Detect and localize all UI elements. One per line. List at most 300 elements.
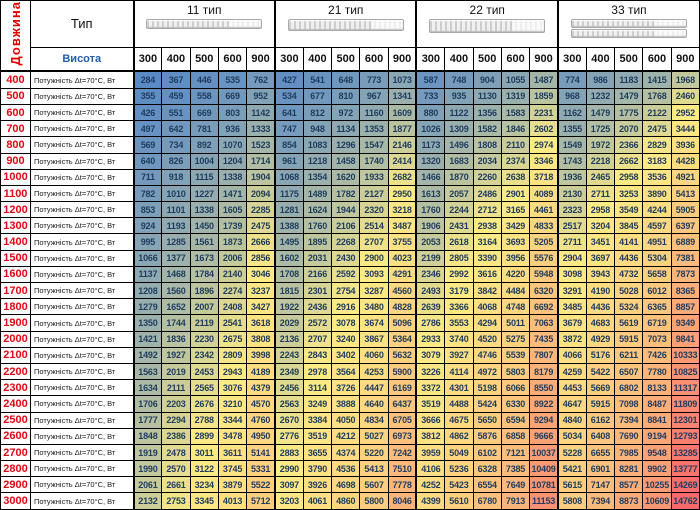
power-cell: 2805	[445, 250, 473, 266]
table-row	[1, 380, 700, 396]
power-cell: 1906	[416, 218, 444, 234]
power-cell: 4291	[388, 266, 416, 282]
length-value: 2600	[1, 428, 31, 444]
power-cell: 2978	[303, 363, 331, 379]
group-label: 21 тип	[328, 3, 364, 17]
table-row	[1, 477, 700, 493]
power-cell: 5228	[558, 444, 586, 460]
power-cell: 2119	[190, 315, 218, 331]
power-cell: 3203	[275, 493, 303, 510]
power-cell: 9349	[671, 315, 699, 331]
power-cell: 2094	[247, 185, 275, 201]
power-cell: 5423	[445, 477, 473, 493]
power-cell: 3536	[643, 169, 671, 185]
power-cell: 1895	[303, 234, 331, 250]
power-cell: 11317	[671, 380, 699, 396]
power-cell: 3872	[558, 331, 586, 347]
power-cell: 4828	[388, 299, 416, 315]
power-cell: 2563	[275, 396, 303, 412]
power-cell: 2436	[303, 299, 331, 315]
power-cell: 2958	[615, 169, 643, 185]
group-header-type-33	[558, 1, 700, 48]
power-cell: 3237	[247, 283, 275, 299]
power-cell: 3218	[388, 202, 416, 218]
power-cell: 1173	[416, 137, 444, 153]
power-cell: 1739	[218, 218, 246, 234]
power-cell: 3478	[218, 428, 246, 444]
length-value: 900	[1, 153, 31, 169]
power-row-label: Потужність Δt=70°C, Вт	[31, 104, 134, 120]
power-cell: 4068	[473, 299, 501, 315]
table-row	[1, 347, 700, 363]
height-column-header: 600	[501, 47, 529, 71]
power-cell: 2570	[162, 461, 190, 477]
power-cell: 3346	[530, 153, 558, 169]
power-cell: 2034	[473, 153, 501, 169]
power-cell: 2244	[445, 202, 473, 218]
power-cell: 4951	[643, 234, 671, 250]
power-cell: 3679	[558, 315, 586, 331]
power-cell: 2493	[416, 283, 444, 299]
power-row-label: Потужність Δt=70°C, Вт	[31, 380, 134, 396]
power-cell: 2592	[332, 266, 360, 282]
power-cell: 1479	[586, 104, 614, 120]
power-cell: 5331	[247, 461, 275, 477]
power-cell: 1338	[218, 169, 246, 185]
power-cell: 9841	[671, 331, 699, 347]
power-cell: 3519	[416, 396, 444, 412]
power-cell: 2349	[275, 363, 303, 379]
power-cell: 3519	[303, 428, 331, 444]
power-cell: 1602	[275, 250, 303, 266]
power-cell: 1479	[615, 88, 643, 104]
power-cell: 995	[134, 234, 162, 250]
power-cell: 10037	[530, 444, 558, 460]
power-cell: 3618	[247, 315, 275, 331]
power-cell: 4374	[332, 444, 360, 460]
power-cell: 1968	[671, 71, 699, 88]
table-row	[1, 444, 700, 460]
power-cell: 2231	[530, 104, 558, 120]
power-cell: 1279	[134, 299, 162, 315]
power-cell: 1609	[388, 104, 416, 120]
power-cell: 4252	[416, 477, 444, 493]
power-cell: 1471	[218, 185, 246, 201]
power-cell: 2786	[416, 315, 444, 331]
power-row-label: Потужність Δt=70°C, Вт	[31, 202, 134, 218]
power-cell: 2992	[445, 266, 473, 282]
power-cell: 1010	[162, 185, 190, 201]
power-cell: 12301	[671, 412, 699, 428]
power-cell: 1115	[190, 169, 218, 185]
power-cell: 3564	[332, 363, 360, 379]
power-cell: 2053	[416, 234, 444, 250]
power-cell: 747	[275, 121, 303, 137]
power-cell: 9666	[530, 428, 558, 444]
group-label: 11 тип	[186, 3, 222, 17]
power-cell: 2753	[162, 493, 190, 510]
power-cell: 1846	[501, 121, 529, 137]
power-cell: 1583	[501, 104, 529, 120]
power-cell: 427	[275, 71, 303, 88]
power-cell: 4259	[558, 363, 586, 379]
power-cell: 7913	[501, 493, 529, 510]
power-cell: 677	[303, 88, 331, 104]
power-row-label: Потужність Δt=70°C, Вт	[31, 396, 134, 412]
power-cell: 1134	[332, 121, 360, 137]
power-cell: 13285	[671, 444, 699, 460]
power-cell: 3204	[586, 218, 614, 234]
power-cell: 5141	[247, 444, 275, 460]
power-cell: 1353	[360, 121, 388, 137]
power-cell: 812	[303, 104, 331, 120]
power-cell: 1624	[303, 202, 331, 218]
power-cell: 5198	[473, 380, 501, 396]
power-cell: 2938	[473, 218, 501, 234]
power-cell: 5632	[388, 347, 416, 363]
power-cell: 3291	[558, 283, 586, 299]
power-cell: 4862	[445, 428, 473, 444]
power-cell: 3451	[586, 234, 614, 250]
power-cell: 4520	[473, 331, 501, 347]
power-cell: 6780	[473, 493, 501, 510]
power-cell: 1760	[303, 218, 331, 234]
power-cell: 711	[134, 169, 162, 185]
power-cell: 4488	[445, 396, 473, 412]
height-column-header: 600	[218, 47, 246, 71]
table-row	[1, 461, 700, 477]
power-cell: 3240	[332, 331, 360, 347]
power-cell: 1808	[473, 137, 501, 153]
power-cell: 7242	[388, 444, 416, 460]
power-cell: 774	[558, 71, 586, 88]
power-cell: 3956	[501, 250, 529, 266]
power-cell: 3097	[275, 477, 303, 493]
power-row-label: Потужність Δt=70°C, Вт	[31, 331, 134, 347]
power-cell: 3845	[615, 218, 643, 234]
power-cell: 4301	[445, 380, 473, 396]
power-cell: 4698	[332, 477, 360, 493]
power-cell: 1815	[275, 283, 303, 299]
power-cell: 1350	[134, 315, 162, 331]
power-cell: 2110	[501, 137, 529, 153]
length-axis-cell	[1, 1, 31, 72]
power-cell: 3179	[445, 283, 473, 299]
power-cell: 1777	[134, 412, 162, 428]
power-cell: 8365	[671, 283, 699, 299]
power-cell: 5915	[586, 396, 614, 412]
power-cell: 4089	[530, 185, 558, 201]
power-cell: 2057	[445, 185, 473, 201]
power-cell: 6066	[501, 380, 529, 396]
power-cell: 4748	[501, 299, 529, 315]
length-value: 1600	[1, 266, 31, 282]
power-cell: 5413	[671, 185, 699, 201]
power-cell: 4060	[360, 347, 388, 363]
power-cell: 935	[445, 88, 473, 104]
power-cell: 4436	[586, 299, 614, 315]
power-cell: 569	[134, 137, 162, 153]
power-cell: 3487	[388, 218, 416, 234]
power-cell: 5650	[473, 412, 501, 428]
power-cell: 2565	[190, 380, 218, 396]
power-cell: 1547	[360, 137, 388, 153]
power-cell: 12793	[671, 428, 699, 444]
power-cell: 2230	[190, 331, 218, 347]
power-cell: 7780	[643, 363, 671, 379]
power-row-label: Потужність Δt=70°C, Вт	[31, 363, 134, 379]
power-cell: 1634	[134, 380, 162, 396]
power-cell: 2899	[190, 428, 218, 444]
power-row-label: Потужність Δt=70°C, Вт	[31, 153, 134, 169]
power-row-label: Потужність Δt=70°C, Вт	[31, 493, 134, 510]
power-cell: 4834	[360, 412, 388, 428]
power-cell: 284	[134, 71, 162, 88]
power-cell: 2712	[473, 202, 501, 218]
power-cell: 1421	[134, 331, 162, 347]
power-cell: 6719	[643, 315, 671, 331]
power-cell: 3959	[416, 444, 444, 460]
power-cell: 5324	[615, 299, 643, 315]
power-cell: 3122	[190, 461, 218, 477]
power-cell: 5669	[586, 380, 614, 396]
power-cell: 2127	[360, 185, 388, 201]
power-cell: 1620	[332, 169, 360, 185]
power-cell: 7649	[501, 477, 529, 493]
power-cell: 5539	[501, 347, 529, 363]
power-cell: 2386	[162, 428, 190, 444]
power-cell: 6408	[586, 428, 614, 444]
length-value: 2700	[1, 444, 31, 460]
length-value: 1200	[1, 202, 31, 218]
power-cell: 1004	[190, 153, 218, 169]
power-cell: 3076	[218, 380, 246, 396]
power-cell: 1605	[218, 202, 246, 218]
power-cell: 2430	[332, 250, 360, 266]
table-row	[1, 104, 700, 120]
power-cell: 7394	[586, 493, 614, 510]
power-cell: 3888	[332, 396, 360, 412]
table-row	[1, 71, 700, 88]
power-cell: 1922	[275, 299, 303, 315]
power-cell: 2638	[501, 169, 529, 185]
power-cell: 4399	[416, 493, 444, 510]
power-cell: 7807	[530, 347, 558, 363]
table-row	[1, 299, 700, 315]
power-cell: 1990	[134, 461, 162, 477]
power-cell: 1356	[473, 104, 501, 120]
power-cell: 972	[332, 104, 360, 120]
power-cell: 4436	[615, 250, 643, 266]
power-cell: 1760	[416, 202, 444, 218]
power-cell: 2776	[275, 428, 303, 444]
power-cell: 1183	[615, 71, 643, 88]
power-cell: 2707	[303, 331, 331, 347]
power-cell: 5011	[501, 315, 529, 331]
power-row-label: Потужність Δt=70°C, Вт	[31, 121, 134, 137]
power-cell: 3234	[190, 477, 218, 493]
power-cell: 4013	[218, 493, 246, 510]
power-cell: 1101	[162, 202, 190, 218]
power-cell: 4220	[501, 266, 529, 282]
power-cell: 967	[360, 88, 388, 104]
height-column-header: 400	[445, 47, 473, 71]
power-cell: 5304	[643, 250, 671, 266]
power-cell: 2130	[558, 185, 586, 201]
power-cell: 1296	[332, 137, 360, 153]
power-cell: 2029	[275, 315, 303, 331]
power-cell: 3366	[445, 299, 473, 315]
power-cell: 6858	[501, 428, 529, 444]
power-cell: 2366	[615, 137, 643, 153]
power-cell: 2320	[360, 202, 388, 218]
power-cell: 968	[558, 88, 586, 104]
height-column-header: 900	[530, 47, 558, 71]
length-value: 1000	[1, 169, 31, 185]
height-column-header: 300	[134, 47, 162, 71]
power-cell: 3249	[303, 396, 331, 412]
power-cell: 3480	[360, 299, 388, 315]
power-cell: 8281	[615, 461, 643, 477]
power-cell: 641	[275, 104, 303, 120]
power-cell: 3616	[473, 266, 501, 282]
power-cell: 367	[162, 71, 190, 88]
power-cell: 733	[416, 88, 444, 104]
power-cell: 8550	[530, 380, 558, 396]
power-cell: 3429	[501, 218, 529, 234]
group-label: 33 тип	[611, 3, 647, 17]
power-row-label: Потужність Δt=70°C, Вт	[31, 283, 134, 299]
power-cell: 4560	[388, 283, 416, 299]
power-cell: 4253	[360, 363, 388, 379]
power-cell: 810	[332, 88, 360, 104]
power-cell: 5027	[360, 428, 388, 444]
power-cell: 734	[162, 137, 190, 153]
power-cell: 3226	[416, 363, 444, 379]
power-cell: 5610	[445, 493, 473, 510]
power-cell: 3697	[586, 250, 614, 266]
power-cell: 2829	[643, 137, 671, 153]
length-value: 500	[1, 88, 31, 104]
power-cell: 1859	[530, 88, 558, 104]
power-cell: 4379	[247, 380, 275, 396]
group-header-type-22	[416, 1, 557, 48]
power-cell: 7394	[615, 412, 643, 428]
power-cell: 5522	[247, 477, 275, 493]
height-column-header: 300	[558, 47, 586, 71]
length-value: 600	[1, 104, 31, 120]
power-cell: 6437	[388, 396, 416, 412]
power-cell: 1130	[473, 88, 501, 104]
power-cell: 3998	[247, 347, 275, 363]
power-cell: 748	[445, 71, 473, 88]
power-cell: 3726	[332, 380, 360, 396]
power-cell: 5176	[586, 347, 614, 363]
power-cell: 6012	[643, 283, 671, 299]
power-cell: 1068	[275, 169, 303, 185]
power-cell: 918	[162, 169, 190, 185]
power-cell: 4675	[445, 412, 473, 428]
power-cell: 5712	[247, 493, 275, 510]
power-cell: 5220	[360, 444, 388, 460]
power-row-label: Потужність Δt=70°C, Вт	[31, 218, 134, 234]
power-cell: 2136	[275, 331, 303, 347]
power-cell: 1936	[558, 169, 586, 185]
table-row	[1, 283, 700, 299]
power-cell: 2809	[218, 347, 246, 363]
power-row-label: Потужність Δt=70°C, Вт	[31, 71, 134, 88]
power-cell: 1904	[247, 169, 275, 185]
power-cell: 986	[586, 71, 614, 88]
power-cell: 2006	[218, 250, 246, 266]
power-cell: 1560	[162, 283, 190, 299]
power-cell: 13777	[671, 461, 699, 477]
length-value: 400	[1, 71, 31, 88]
power-cell: 1549	[558, 137, 586, 153]
power-cell: 1415	[643, 71, 671, 88]
power-cell: 3444	[671, 121, 699, 137]
power-cell: 1489	[303, 185, 331, 201]
power-cell: 892	[190, 137, 218, 153]
power-cell: 4746	[473, 347, 501, 363]
table-row	[1, 363, 700, 379]
power-cell: 4972	[473, 363, 501, 379]
power-cell: 2974	[530, 137, 558, 153]
power-cell: 5915	[615, 331, 643, 347]
power-cell: 1142	[247, 104, 275, 120]
power-cell: 1055	[501, 71, 529, 88]
power-cell: 2465	[586, 169, 614, 185]
power-row-label: Потужність Δt=70°C, Вт	[31, 266, 134, 282]
power-cell: 8487	[643, 396, 671, 412]
power-cell: 3943	[586, 266, 614, 282]
power-cell: 10255	[643, 477, 671, 493]
power-cell: 3666	[416, 412, 444, 428]
power-cell: 2268	[332, 234, 360, 250]
power-cell: 2374	[501, 153, 529, 169]
power-cell: 5619	[615, 315, 643, 331]
power-cell: 3344	[218, 412, 246, 428]
power-cell: 3553	[445, 315, 473, 331]
power-cell: 904	[473, 71, 501, 88]
power-cell: 4189	[247, 363, 275, 379]
power-cell: 2541	[218, 315, 246, 331]
power-cell: 1708	[275, 266, 303, 282]
power-cell: 6889	[671, 234, 699, 250]
table-row	[1, 428, 700, 444]
table-body	[1, 71, 700, 509]
power-cell: 1208	[134, 283, 162, 299]
power-cell: 2682	[388, 169, 416, 185]
power-cell: 5615	[558, 477, 586, 493]
height-column-header: 500	[473, 47, 501, 71]
power-cell: 2199	[416, 250, 444, 266]
power-cell: 1354	[303, 169, 331, 185]
length-value: 1500	[1, 250, 31, 266]
length-value: 700	[1, 121, 31, 137]
power-cell: 3253	[615, 185, 643, 201]
power-cell: 1919	[134, 444, 162, 460]
power-cell: 1582	[473, 121, 501, 137]
power-cell: 1083	[303, 137, 331, 153]
power-cell: 1285	[162, 234, 190, 250]
length-value: 1400	[1, 234, 31, 250]
power-cell: 355	[134, 88, 162, 104]
power-cell: 2122	[643, 104, 671, 120]
height-column-header: 500	[615, 47, 643, 71]
table-row	[1, 137, 700, 153]
power-cell: 5803	[501, 363, 529, 379]
